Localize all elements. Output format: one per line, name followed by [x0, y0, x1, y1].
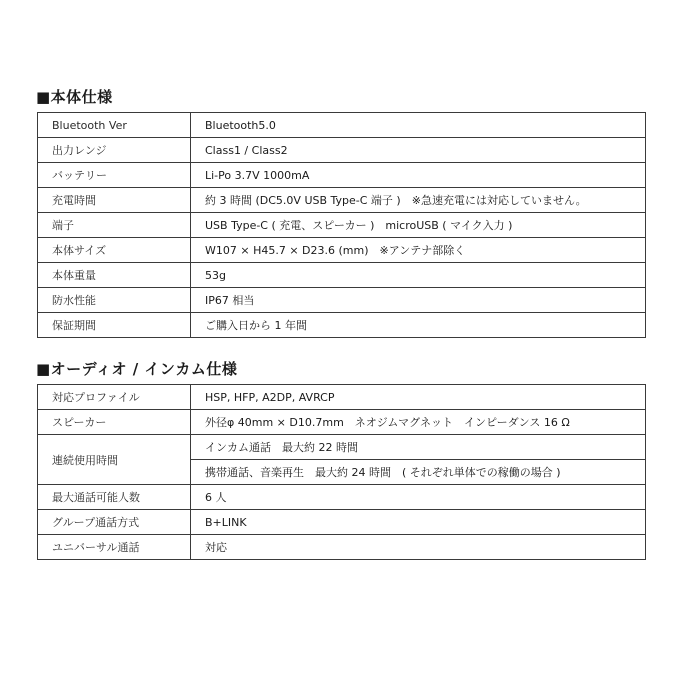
table-row	[38, 410, 646, 435]
table-row	[38, 288, 646, 313]
table-row	[38, 163, 646, 188]
spec-label-waterproof: 防水性能	[38, 288, 191, 313]
spec-value-profile: HSP, HFP, A2DP, AVRCP	[191, 385, 646, 410]
table-row	[38, 435, 646, 460]
spec-label-warranty: 保証期間	[38, 313, 191, 338]
spec-value-universal-call: 対応	[191, 535, 646, 560]
spec-value-continuous-use-intercom: インカム通話 最大約 22 時間	[191, 435, 646, 460]
spec-label-group-call-method: グループ通話方式	[38, 510, 191, 535]
spec-label-body-weight: 本体重量	[38, 263, 191, 288]
audio-intercom-spec-table	[37, 384, 646, 560]
table-row	[38, 213, 646, 238]
table-row	[38, 238, 646, 263]
spec-label-terminal: 端子	[38, 213, 191, 238]
spec-value-body-weight: 53g	[191, 263, 646, 288]
spec-label-charge-time: 充電時間	[38, 188, 191, 213]
spec-value-terminal: USB Type-C ( 充電、スピーカー ) microUSB ( マイク入力 )	[191, 213, 646, 238]
spec-label-battery: バッテリー	[38, 163, 191, 188]
spec-value-continuous-use-phone-music: 携帯通話、音楽再生 最大約 24 時間 ( それぞれ単体での稼働の場合 )	[191, 460, 646, 485]
table-row	[38, 485, 646, 510]
table-row	[38, 138, 646, 163]
spec-value-speaker: 外径φ 40mm × D10.7mm ネオジムマグネット インピーダンス 16 Ω	[191, 410, 646, 435]
table-row	[38, 113, 646, 138]
spec-value-bluetooth-ver: Bluetooth5.0	[191, 113, 646, 138]
spec-value-output-range: Class1 / Class2	[191, 138, 646, 163]
table-row	[38, 188, 646, 213]
section-title-main-unit-spec: ■本体仕様	[36, 88, 113, 106]
spec-label-continuous-use: 連続使用時間	[38, 435, 191, 485]
spec-label-output-range: 出力レンジ	[38, 138, 191, 163]
spec-value-body-size: W107 × H45.7 × D23.6 (mm) ※アンテナ部除く	[191, 238, 646, 263]
spec-value-warranty: ご購入日から 1 年間	[191, 313, 646, 338]
spec-value-charge-time: 約 3 時間 (DC5.0V USB Type-C 端子 ) ※急速充電には対応していません。	[191, 188, 646, 213]
table-row	[38, 263, 646, 288]
table-row	[38, 510, 646, 535]
spec-value-battery: Li-Po 3.7V 1000mA	[191, 163, 646, 188]
spec-label-bluetooth-ver: Bluetooth Ver	[38, 113, 191, 138]
table-row	[38, 535, 646, 560]
main-unit-spec-table	[37, 112, 646, 338]
spec-label-universal-call: ユニバーサル通話	[38, 535, 191, 560]
spec-label-speaker: スピーカー	[38, 410, 191, 435]
table-row	[38, 385, 646, 410]
spec-value-group-call-method: B+LINK	[191, 510, 646, 535]
spec-label-max-participants: 最大通話可能人数	[38, 485, 191, 510]
spec-value-max-participants: 6 人	[191, 485, 646, 510]
spec-label-profile: 対応プロファイル	[38, 385, 191, 410]
table-row	[38, 313, 646, 338]
spec-label-body-size: 本体サイズ	[38, 238, 191, 263]
section-title-audio-intercom-spec: ■オーディオ / インカム仕様	[36, 360, 238, 378]
spec-value-waterproof: IP67 相当	[191, 288, 646, 313]
